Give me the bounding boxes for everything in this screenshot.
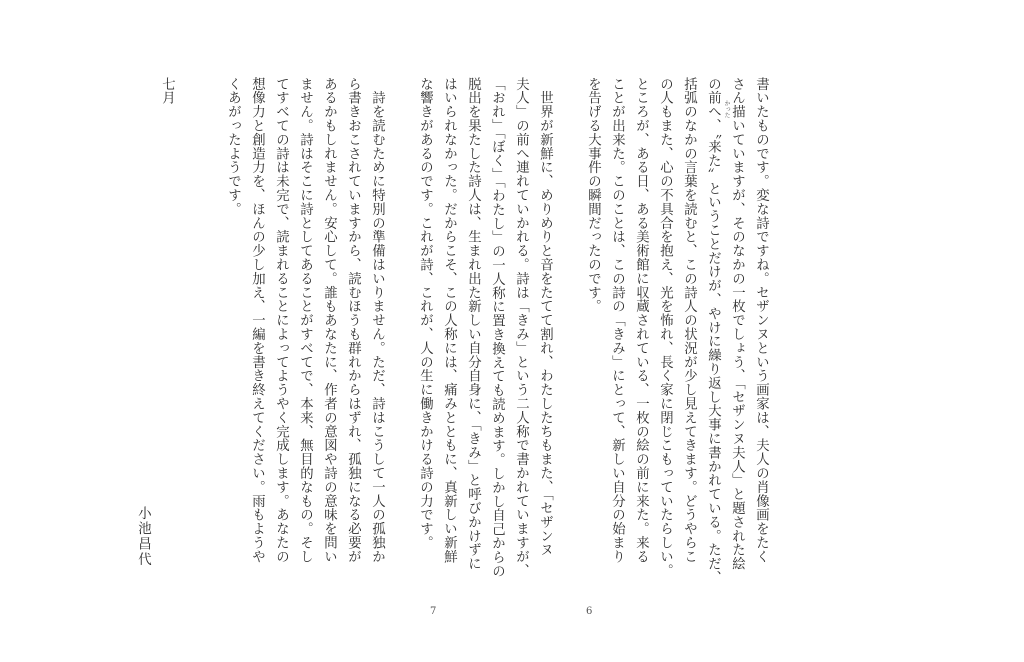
ruby-text: かった	[723, 100, 730, 118]
page-number: 7	[430, 606, 437, 617]
text-line: あるかもしれません。安心して。誰もあなたに、作者の意図や詩の意味を問い	[321, 77, 337, 564]
text-line: の前へ、〝来た〟ということだけが、やけに繰り返し大事に書かれている。ただ、	[705, 77, 721, 585]
page-number: 6	[586, 606, 593, 617]
text-line: さん描いていますが、そのなかの一枚でしょう、「セザンヌ夫人」と題された絵	[729, 77, 745, 571]
text-line: 括弧のなかの言葉を読むと、この詩人の状況が少し見えてきます。どうやらこ	[681, 77, 697, 564]
text-line: はいられなかった。だからこそ、この人称には、痛みとともに、真新しい新鮮	[441, 77, 457, 564]
text-line: を告げる大事件の瞬間だったのです。	[585, 77, 601, 314]
text-line: 夫人」の前へ連れていかれる。詩は「きみ」という二人称で書かれていますが、	[513, 77, 529, 578]
text-line: ら書きおこされていますから、読むほうも群れからはずれ、孤独になる必要が	[345, 77, 361, 564]
text-line: ところが、ある日、ある美術館に収蔵されている、一枚の絵の前に来た。来る	[633, 77, 649, 564]
text-line: 書いたものです。変な詩ですね。セザンヌという画家は、夫人の肖像画をたく	[753, 77, 769, 564]
month-label: 七月	[159, 77, 175, 105]
text-line: の人もまた、心の不具合を抱え、光を怖れ、長く家に閉じこもっていたらしい。	[657, 77, 673, 578]
author-name: 小池昌代	[135, 506, 151, 568]
text-line: 脱出を果たした詩人は、生まれ出た新しい自分自身に、「きみ」と呼びかけずに	[465, 77, 481, 571]
text-line: てすべての詩は未完で、読まれることによってようやく完成します。あなたの	[273, 77, 289, 564]
text-line: 詩を読むために特別の準備はいりません。ただ、詩はこうして一人の孤独か	[369, 77, 385, 564]
text-line: な響きがあるのです。これが詩、これが、人の生に働きかける詩の力です。	[417, 77, 433, 550]
text-line: ません。詩はそこに詩としてあることがすべてで、本来、無目的なもの。そし	[297, 77, 313, 564]
text-line: 世界が新鮮に、めりめりと音をたてて割れ、わたしたちもまた、「セザンヌ	[537, 77, 553, 557]
text-line: 「おれ」「ぼく」「わたし」の一人称に置き換えても読めます。しかし自己からの	[489, 77, 505, 578]
text-line: 想像力と創造力を、ほんの少し加え、一編を書き終えてください。雨もようや	[249, 77, 265, 564]
text-line: くあがったようです。	[225, 77, 241, 216]
text-line: ことが出来た。このことは、この詩の「きみ」にとって、新しい自分の始まり	[609, 77, 625, 564]
